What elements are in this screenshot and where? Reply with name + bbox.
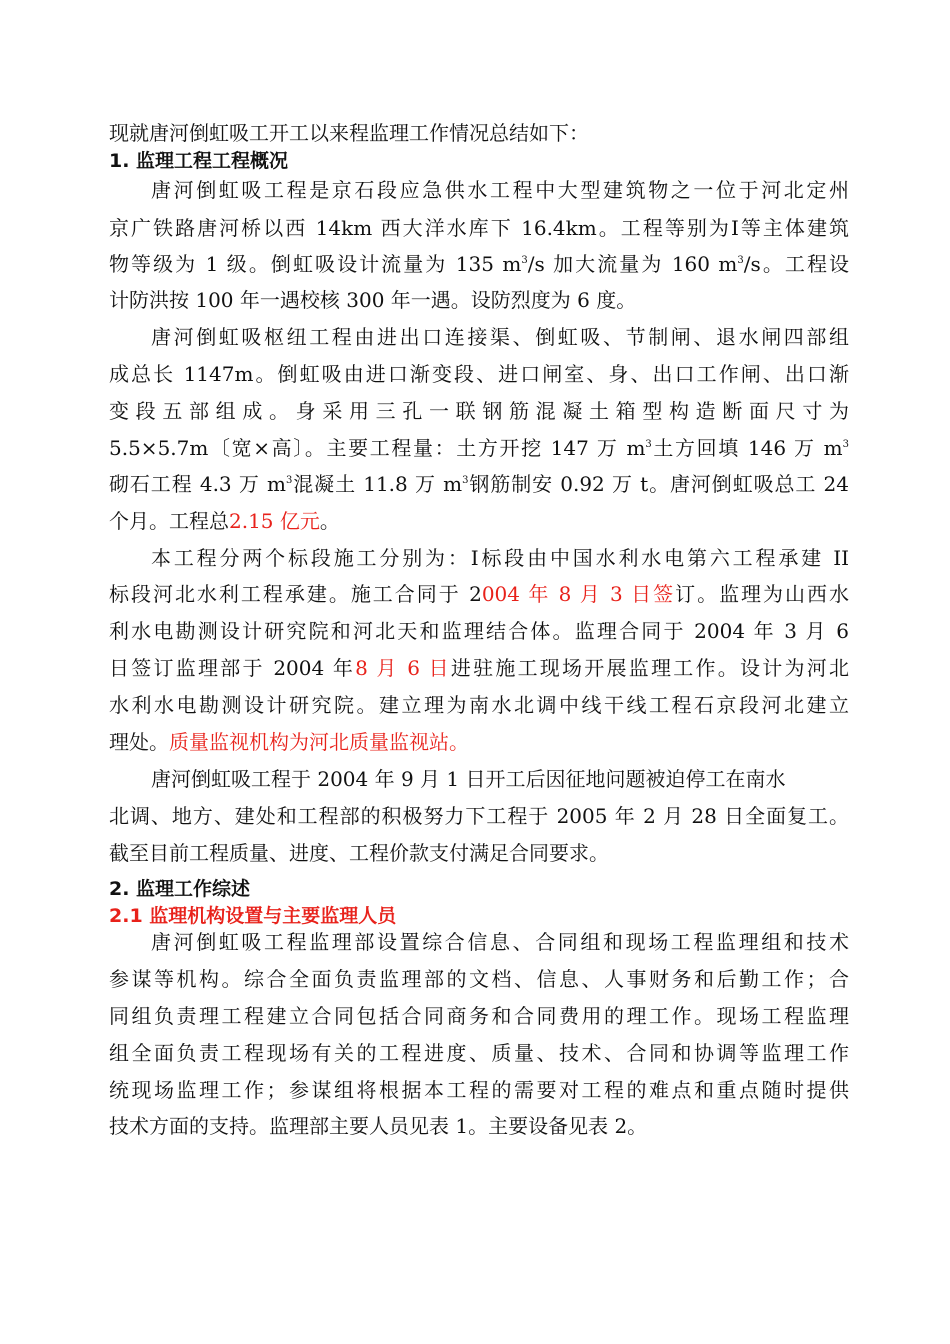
text-span: 。 <box>319 509 340 533</box>
text-line <box>109 727 849 757</box>
text-line: 计防洪按 100 年一遇校核 300 年一遇。设防烈度为 6 度。 <box>109 288 637 312</box>
text-line: 变段五部组成。身采用三孔一联钢筋混凝土箱型构造断面尺寸为 <box>109 399 849 423</box>
text-line: 北调、地方、建处和工程部的积极努力下工程于 2005 年 2 月 28 日全面复工。 <box>109 804 849 828</box>
text-line: 唐河倒虹吸枢纽工程由进出口连接渠、倒虹吸、节制闸、退水闸四部组 <box>151 325 849 349</box>
text-span: 进驻施工现场开展监理工作。设计为河北 <box>450 656 849 680</box>
text-span: 理处。 <box>109 730 169 754</box>
text-line: 本工程分两个标段施工分别为：Ⅰ标段由中国水利水电第六工程承建 II <box>151 546 849 570</box>
text-span: 订。监理为山西水 <box>675 582 849 606</box>
superscript: 3 <box>645 439 652 450</box>
section-2-1-heading: 2.1 监理机构设置与主要监理人员 <box>109 905 397 927</box>
text-span: 日签订监理部于 2004 年 <box>109 656 356 680</box>
superscript: 3 <box>521 255 528 266</box>
unit-text: m <box>493 252 522 276</box>
text-line: 截至目前工程质量、进度、工程价款支付满足合同要求。 <box>109 841 609 865</box>
text-line: 利水电勘测设计研究院和河北天和监理结合体。监理合同于 2004 年 3 月 6 <box>109 619 849 643</box>
text-line: 水利水电勘测设计研究院。建立理为南水北调中线干线工程石京段河北建立 <box>109 693 849 717</box>
superscript: 3 <box>842 439 849 450</box>
intro-line: 现就唐河倒虹吸工开工以来程监理工作情况总结如下： <box>109 121 589 145</box>
highlighted-text: 2.15 亿元 <box>229 509 320 533</box>
text-span: 标段河北水利工程承建。施工合同于 2 <box>109 582 482 606</box>
text-line: 技术方面的支持。监理部主要人员见表 1。主要设备见表 2。 <box>109 1114 648 1138</box>
text-line <box>109 433 849 463</box>
text-line: 唐河倒虹吸工程监理部设置综合信息、合同组和现场工程监理组和技术 <box>151 930 849 954</box>
text-line: 组全面负责工程现场有关的工程进度、质量、技术、合同和协调等监理工作 <box>109 1041 849 1065</box>
text-line: 参谋等机构。综合全面负责监理部的文档、信息、人事财务和后勤工作；合 <box>109 967 849 991</box>
section-2-heading: 2. 监理工作综述 <box>109 878 251 900</box>
text-span: /s 加大流量为 160 <box>527 252 710 276</box>
superscript: 3 <box>462 475 469 486</box>
text-line <box>109 249 849 279</box>
highlighted-text: 质量监视机构为河北质量监视站。 <box>169 730 469 754</box>
highlighted-text: 004 年 8 月 3 日签 <box>481 582 676 606</box>
section-1-heading: 1. 监理工程工程概况 <box>109 150 289 172</box>
text-span: 砌石工程 4.3 万 m <box>109 472 287 496</box>
text-line: 唐河倒虹吸工程是京石段应急供水工程中大型建筑物之一位于河北定州 <box>151 178 849 202</box>
text-line <box>109 506 849 536</box>
text-line: 唐河倒虹吸工程于 2004 年 9 月 1 日开工后因征地问题被迫停工在南水 <box>151 767 786 791</box>
text-line <box>109 469 849 499</box>
text-span: 个月。工程总 <box>109 509 229 533</box>
text-span: 土方回填 146 万 m <box>651 436 843 460</box>
text-line: 成总长 1147m。倒虹吸由进口渐变段、进口闸室、身、出口工作闸、出口渐 <box>109 362 849 386</box>
unit-text: m <box>710 252 738 276</box>
highlighted-text: 8 月 6 日 <box>355 656 451 680</box>
text-line <box>109 653 849 683</box>
text-span: 物等级为 1 级。倒虹吸设计流量为 135 <box>109 252 494 276</box>
text-span: 混凝土 11.8 万 m <box>292 472 463 496</box>
text-span: 钢筋制安 0.92 万 t。唐河倒虹吸总工 24 <box>468 472 849 496</box>
superscript: 3 <box>286 475 293 486</box>
text-line <box>109 579 849 609</box>
text-span: /s。工程设 <box>743 252 849 276</box>
text-span: 5.5×5.7m〔宽×高〕。主要工程量：土方开挖 147 万 m <box>109 436 646 460</box>
text-line: 统现场监理工作；参谋组将根据本工程的需要对工程的难点和重点随时提供 <box>109 1078 849 1102</box>
text-line: 京广铁路唐河桥以西 14km 西大洋水库下 16.4km。工程等别为Ⅰ等主体建筑 <box>109 216 849 240</box>
superscript: 3 <box>737 255 744 266</box>
text-line: 同组负责理工程建立合同包括合同商务和合同费用的理工作。现场工程监理 <box>109 1004 849 1028</box>
